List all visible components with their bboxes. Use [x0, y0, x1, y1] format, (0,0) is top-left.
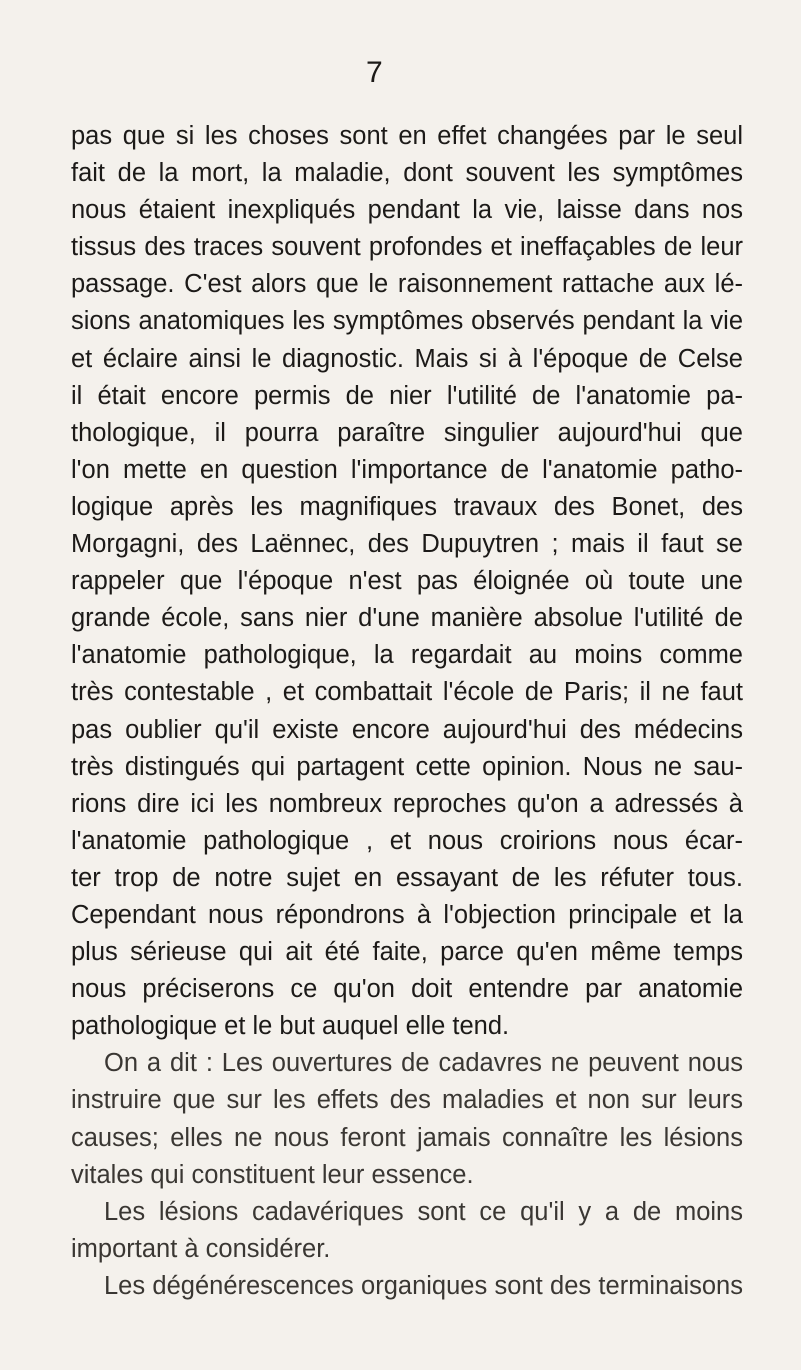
text-line: grande école, sans nier d'une manière absolue l'utilité de	[71, 604, 743, 633]
text-line: l'on mette en question l'importance de l'anatomie patho-	[71, 455, 743, 484]
text-line: important à considérer.	[71, 1234, 331, 1263]
text-line: pas que si les choses sont en effet changées par le seul	[71, 122, 743, 150]
text-line: nous préciserons ce qu'on doit entendre par anatomie	[71, 975, 743, 1004]
text-line: passage. C'est alors que le raisonnement rattache aux lé-	[71, 270, 743, 299]
text-line: plus sérieuse qui ait été faite, parce qu'en même temps	[71, 938, 743, 967]
text-line: sions anatomiques les symptômes observés pendant la vie	[71, 307, 743, 336]
text-line: il était encore permis de nier l'utilité de l'anatomie pa-	[71, 381, 743, 410]
text-line: l'anatomie pathologique , et nous croirions nous écar-	[71, 826, 743, 855]
text-line: nous étaient inexpliqués pendant la vie, laisse dans nos	[71, 196, 743, 225]
text-line: rions dire ici les nombreux reproches qu'on a adressés à	[71, 789, 743, 818]
text-line: fait de la mort, la maladie, dont souvent les symptômes	[71, 159, 743, 188]
text-line: rappeler que l'époque n'est pas éloignée où toute une	[71, 567, 743, 596]
page-number: 7	[366, 56, 383, 89]
text-line: instruire que sur les effets des maladies et non sur leurs	[71, 1086, 743, 1115]
text-line: pathologique et le but auquel elle tend.	[71, 1012, 510, 1041]
text-line: vitales qui constituent leur essence.	[71, 1160, 474, 1189]
text-line: très distingués qui partagent cette opinion. Nous ne sau-	[71, 752, 743, 781]
text-line: thologique, il pourra paraître singulier aujourd'hui que	[71, 418, 743, 447]
text-line: On a dit : Les ouvertures de cadavres ne peuvent nous	[104, 1049, 743, 1078]
text-line: l'anatomie pathologique, la regardait au moins comme	[71, 641, 743, 670]
body-text	[71, 118, 743, 1305]
text-line: et éclaire ainsi le diagnostic. Mais si à l'époque de Celse	[71, 344, 743, 373]
text-line: Morgagni, des Laënnec, des Dupuytren ; mais il faut se	[71, 530, 743, 559]
text-line: ter trop de notre sujet en essayant de les réfuter tous.	[71, 863, 743, 892]
text-line: très contestable , et combattait l'école de Paris; il ne faut	[71, 678, 743, 707]
text-line: pas oublier qu'il existe encore aujourd'hui des médecins	[71, 715, 743, 744]
text-line: Cependant nous répondrons à l'objection principale et la	[71, 900, 743, 929]
text-line: Les dégénérescences organiques sont des terminaisons	[104, 1271, 743, 1300]
text-line: logique après les magnifiques travaux des Bonet, des	[71, 492, 743, 521]
text-line: tissus des traces souvent profondes et ineffaçables de leur	[71, 233, 743, 262]
text-line: Les lésions cadavériques sont ce qu'il y a de moins	[104, 1197, 743, 1226]
text-line: causes; elles ne nous feront jamais connaître les lésions	[71, 1123, 743, 1152]
